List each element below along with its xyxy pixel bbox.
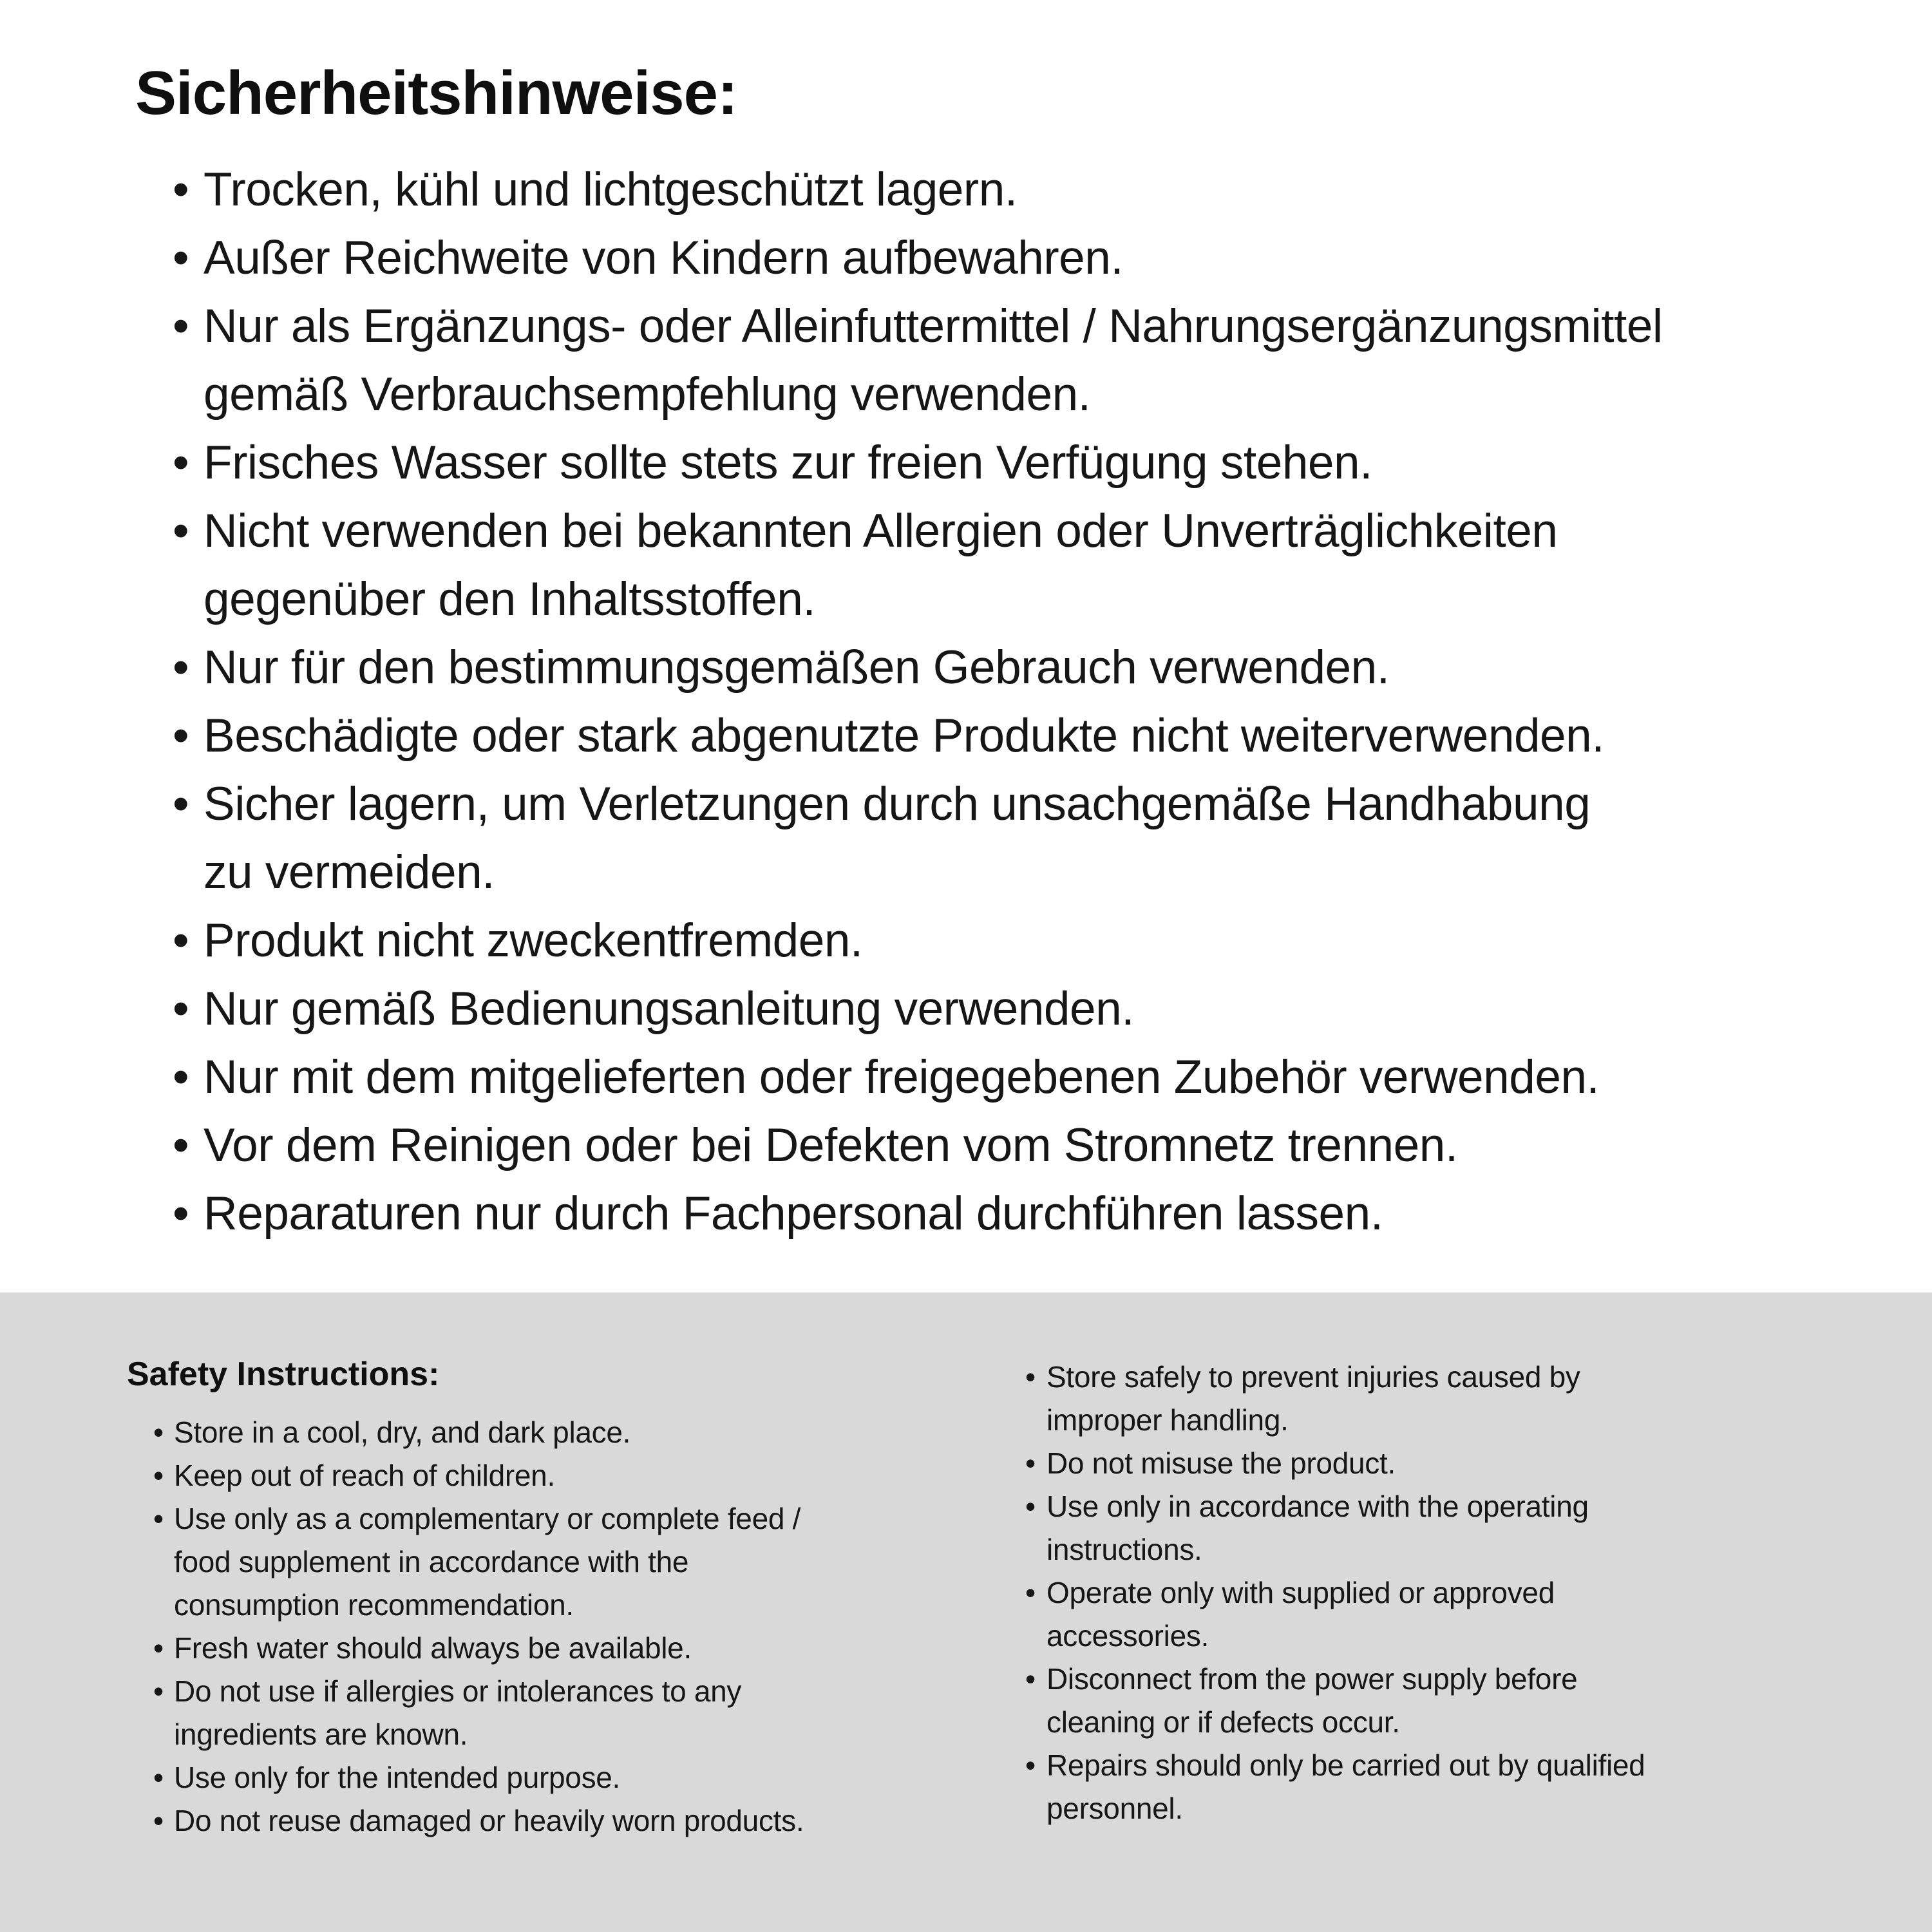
list-item-line: gegenüber den Inhaltsstoffen. [204,573,816,625]
english-left-column [127,1356,1023,1842]
list-item-text [204,634,1390,702]
list-item-text [204,429,1372,497]
list-item-text [1046,1658,1577,1744]
english-safety-panel [0,1293,1932,1932]
list-item [135,497,1880,634]
bullet-marker: • [1025,1446,1036,1480]
list-item-text [204,702,1604,770]
list-item-line: Beschädigte oder stark abgenutzte Produkte nicht weiterverwenden. [204,709,1605,762]
list-item-text [204,224,1123,292]
list-item [127,1454,1023,1497]
list-item-line: consumption recommendation. [174,1587,574,1622]
list-item-text [204,975,1134,1043]
english-bullet-list-left [127,1411,1023,1842]
list-item-line: Use only as a complementary or complete feed / [174,1501,801,1535]
bullet-marker: • [153,1415,164,1449]
list-item-line: ingredients are known. [174,1717,468,1751]
bullet-marker: • [173,1119,189,1171]
bullet-marker: • [173,1050,189,1103]
list-item-line: Keep out of reach of children. [174,1458,555,1492]
list-item [135,156,1880,224]
list-item-text [174,1756,620,1799]
list-item [1023,1356,1893,1442]
list-item-line: Reparaturen nur durch Fachpersonal durchführen lassen. [204,1187,1383,1240]
bullet-marker: • [173,163,189,216]
english-right-column [1023,1356,1893,1830]
bullet-marker: • [173,299,189,352]
list-item [1023,1744,1893,1830]
list-item-text [174,1670,741,1756]
english-bullet-list-right [1023,1356,1893,1830]
list-item [127,1411,1023,1454]
list-item-line: Fresh water should always be available. [174,1631,692,1665]
list-item-line: gemäß Verbrauchsempfehlung verwenden. [204,368,1091,421]
list-item-text [174,1411,630,1454]
list-item-line: Use only for the intended purpose. [174,1760,621,1794]
list-item-line: food supplement in accordance with the [174,1544,689,1578]
list-item [127,1799,1023,1842]
list-item [127,1756,1023,1799]
list-item-line: Außer Reichweite von Kindern aufbewahren. [204,231,1124,284]
list-item-line: zu vermeiden. [204,846,495,898]
list-item [127,1497,1023,1627]
list-item-text [204,156,1018,224]
english-panel-columns [0,1293,1932,1842]
list-item-line: Store safely to prevent injuries caused by [1046,1360,1580,1394]
list-item [135,770,1880,907]
list-item-line: instructions. [1046,1533,1202,1566]
list-item-text [204,1112,1458,1180]
list-item-text [174,1627,692,1670]
bullet-marker: • [1025,1576,1036,1609]
list-item-text [1046,1442,1396,1485]
list-item-text [174,1497,800,1627]
list-item-line: Use only in accordance with the operating [1046,1490,1589,1523]
bullet-marker: • [1025,1662,1036,1696]
bullet-marker: • [173,504,189,557]
list-item-line: Trocken, kühl und lichtgeschützt lagern. [204,163,1018,216]
list-item-line: Nur mit dem mitgelieferten oder freigegebenen Zubehör verwenden. [204,1050,1600,1103]
list-item-line: Nur als Ergänzungs- oder Alleinfuttermittel / Nahrungsergänzungsmittel [204,299,1663,352]
bullet-marker: • [153,1458,164,1492]
list-item-line: Store in a cool, dry, and dark place. [174,1415,631,1449]
list-item-text [1046,1485,1589,1571]
list-item [135,975,1880,1043]
list-item [135,702,1880,770]
list-item-line: Disconnect from the power supply before [1046,1662,1578,1696]
list-item-line: Operate only with supplied or approved [1046,1576,1555,1609]
list-item-text [204,907,863,975]
list-item-text [204,497,1558,634]
list-item-text [174,1454,555,1497]
list-item-text [204,1043,1599,1112]
list-item [135,1043,1880,1112]
bullet-marker: • [173,436,189,489]
list-item-text [204,1180,1383,1248]
list-item-text [204,292,1663,429]
list-item-text [204,770,1590,907]
bullet-marker: • [153,1803,164,1837]
list-item-line: cleaning or if defects occur. [1046,1705,1400,1739]
list-item [1023,1658,1893,1744]
list-item-line: Vor dem Reinigen oder bei Defekten vom Stromnetz trennen. [204,1119,1458,1171]
list-item-line: Nicht verwenden bei bekannten Allergien oder Unverträglichkeiten [204,504,1558,557]
list-item [135,1112,1880,1180]
german-section-title: Sicherheitshinweise: [135,59,737,128]
bullet-marker: • [1025,1490,1036,1523]
bullet-marker: • [153,1631,164,1665]
bullet-marker: • [173,914,189,967]
list-item [135,224,1880,292]
bullet-marker: • [173,231,189,284]
list-item [135,292,1880,429]
list-item-line: improper handling. [1046,1403,1289,1437]
list-item-line: Do not reuse damaged or heavily worn products. [174,1803,804,1837]
list-item-text [1046,1744,1645,1830]
list-item [135,634,1880,702]
list-item-line: Repairs should only be carried out by qualified [1046,1748,1645,1782]
bullet-marker: • [173,641,189,694]
list-item-line: accessories. [1046,1619,1209,1653]
german-bullet-list [135,156,1880,1248]
list-item-text [1046,1356,1580,1442]
bullet-marker: • [173,1187,189,1240]
list-item-line: Frisches Wasser sollte stets zur freien Verfügung stehen. [204,436,1372,489]
list-item-line: Nur gemäß Bedienungsanleitung verwenden. [204,982,1134,1035]
list-item-line: Do not use if allergies or intolerances to any [174,1674,742,1708]
bullet-marker: • [153,1501,164,1535]
list-item-line: Nur für den bestimmungsgemäßen Gebrauch verwenden. [204,641,1390,694]
list-item [127,1627,1023,1670]
list-item [135,429,1880,497]
list-item-text [1046,1571,1555,1658]
bullet-marker: • [153,1674,164,1708]
list-item [135,907,1880,975]
bullet-marker: • [173,777,189,830]
list-item-line: Sicher lagern, um Verletzungen durch unsachgemäße Handhabung [204,777,1591,830]
list-item-text [174,1799,804,1842]
list-item [135,1180,1880,1248]
bullet-marker: • [1025,1748,1036,1782]
list-item-line: personnel. [1046,1792,1183,1825]
english-section-title: Safety Instructions: [127,1356,440,1393]
bullet-marker: • [153,1760,164,1794]
bullet-marker: • [1025,1360,1036,1394]
list-item-line: Produkt nicht zweckentfremden. [204,914,863,967]
bullet-marker: • [173,709,189,762]
list-item [127,1670,1023,1756]
list-item-line: Do not misuse the product. [1046,1446,1396,1480]
list-item [1023,1485,1893,1571]
list-item [1023,1571,1893,1658]
bullet-marker: • [173,982,189,1035]
list-item [1023,1442,1893,1485]
